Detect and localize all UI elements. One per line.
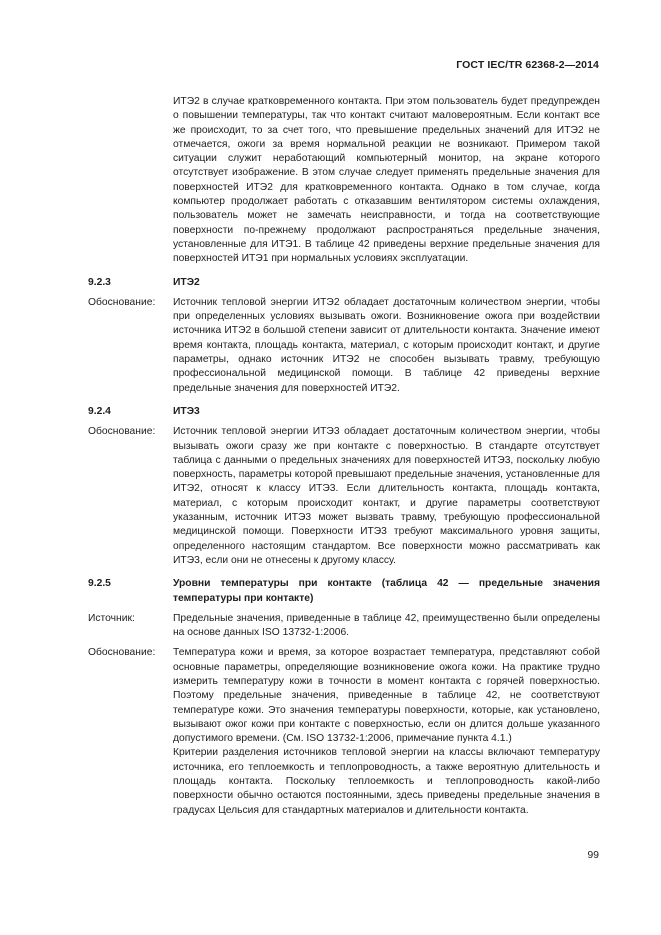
rationale-label: Обоснование: bbox=[88, 647, 156, 659]
rationale-text-paragraph-1: Температура кожи и время, за которое возрастает температура, представляют собой основные параметры, определяющие возникновение ожога кожи. На практике трудно измерить температуру кожи в точности в момент контакта с горячей поверхностью. Поэтому предельные значения, приведенные в таблице 42, не соответствуют температуре кожи. Это значения температуры поверхности, которые, как установлено, вызывают ожог кожи при контакте с поверхностью, если он длится дольше указанного допустимого времени. (См. ISO 13732-1:2006, примечание пункта 4.1.) bbox=[173, 647, 600, 745]
section-number: 9.2.4 bbox=[88, 405, 111, 417]
section-9-2-3-heading bbox=[88, 276, 600, 290]
section-9-2-4-heading bbox=[88, 405, 600, 419]
page-number: 99 bbox=[587, 850, 599, 861]
section-9-2-4-rationale bbox=[88, 425, 600, 568]
rationale-label: Обоснование: bbox=[88, 426, 156, 438]
document-code-header: ГОСТ IEC/TR 62368-2—2014 bbox=[456, 59, 599, 71]
section-9-2-5-source bbox=[88, 612, 600, 641]
rationale-text-paragraph-2: Критерии разделения источников тепловой энергии на классы включают температуру источника, его теплоемкость и теплопроводность, а также вероятную длительность и площадь контакта. Поскольку теплоемкость и теплопроводность какой-либо поверхности обычно остаются постоянными, здесь приведены предельные значения в градусах Цельсия для стандартных материалов и длительности контакта. bbox=[173, 747, 600, 816]
section-9-2-5-rationale bbox=[88, 646, 600, 818]
source-text: Предельные значения, приведенные в таблице 42, преимущественно были определены на основе данных ISO 13732-1:2006. bbox=[173, 612, 600, 639]
rationale-label: Обоснование: bbox=[88, 296, 156, 308]
section-title: ИТЭ3 bbox=[173, 405, 200, 417]
section-title: ИТЭ2 bbox=[173, 276, 200, 288]
source-label: Источник: bbox=[88, 612, 135, 624]
section-title: Уровни температуры при контакте (таблица 42 — предельные значения температуры при контакте) bbox=[173, 578, 600, 604]
section-9-2-3-rationale bbox=[88, 296, 600, 396]
intro-text: ИТЭ2 в случае кратковременного контакта. При этом пользователь будет предупрежден о повышении температуры, так что контакт считают маловероятным. Если контакт все же происходит, то за счет того, что превышение предельных значений для ИТЭ2 не отмечается, ожоги за время нормальной реакции не возникают. Примером такой ситуации служит неработающий компьютерный монитор, на экране которого отсутствует изображение. В этом случае следует применять предельные значения для поверхностей ИТЭ2 для кратковременного контакта. Однако в том случае, когда компьютер продолжает работать с отказавшим вентилятором системы охлаждения, пользователь может не замечать неисправности, и тогда на соответствующие поверхности по-прежнему продолжают распространяться предельные значения, установленные для ИТЭ1. В таблице 42 приведены верхние предельные значения для поверхностей ИТЭ1 при нормальных условиях эксплуатации. bbox=[173, 96, 600, 265]
intro-paragraph bbox=[88, 95, 600, 267]
section-number: 9.2.5 bbox=[88, 578, 111, 590]
page-content bbox=[88, 95, 600, 818]
section-9-2-5-heading bbox=[88, 577, 600, 606]
rationale-text: Источник тепловой энергии ИТЭ2 обладает достаточным количеством энергии, чтобы при определенных условиях вызывать ожоги. Возникновение ожога при воздействии источника ИТЭ2 в большой степени зависит от длительности контакта. Значение имеют время контакта, площадь контакта, материал, с которым происходит контакт, и другие параметры, однако источник ИТЭ2 не способен вызывать травму, требующую профессиональной медицинской помощи. В таблице 42 приведены верхние предельные значения для поверхностей ИТЭ2. bbox=[173, 296, 600, 394]
rationale-text: Источник тепловой энергии ИТЭ3 обладает достаточным количеством энергии, чтобы вызывать ожоги сразу же при контакте с поверхностью. В стандарте отсутствует таблица с данными о предельных значениях для поверхностей ИТЭ3, поскольку любую поверхность, параметры которой превышают предельные значения, установленные для ИТЭ2, относят к классу ИТЭ3. Если длительность контакта, площадь контакта, материал, с которым происходит контакт, и другие параметры соответствуют указанным, источник ИТЭ3 может вызвать травму, требующую профессиональной медицинской помощи. Поверхности ИТЭ3 требуют максимального уровня защиты, определенного настоящим стандартом. Все поверхности можно рассматривать как ИТЭ3, если они не отнесены к другому классу. bbox=[173, 426, 600, 566]
section-number: 9.2.3 bbox=[88, 276, 111, 288]
